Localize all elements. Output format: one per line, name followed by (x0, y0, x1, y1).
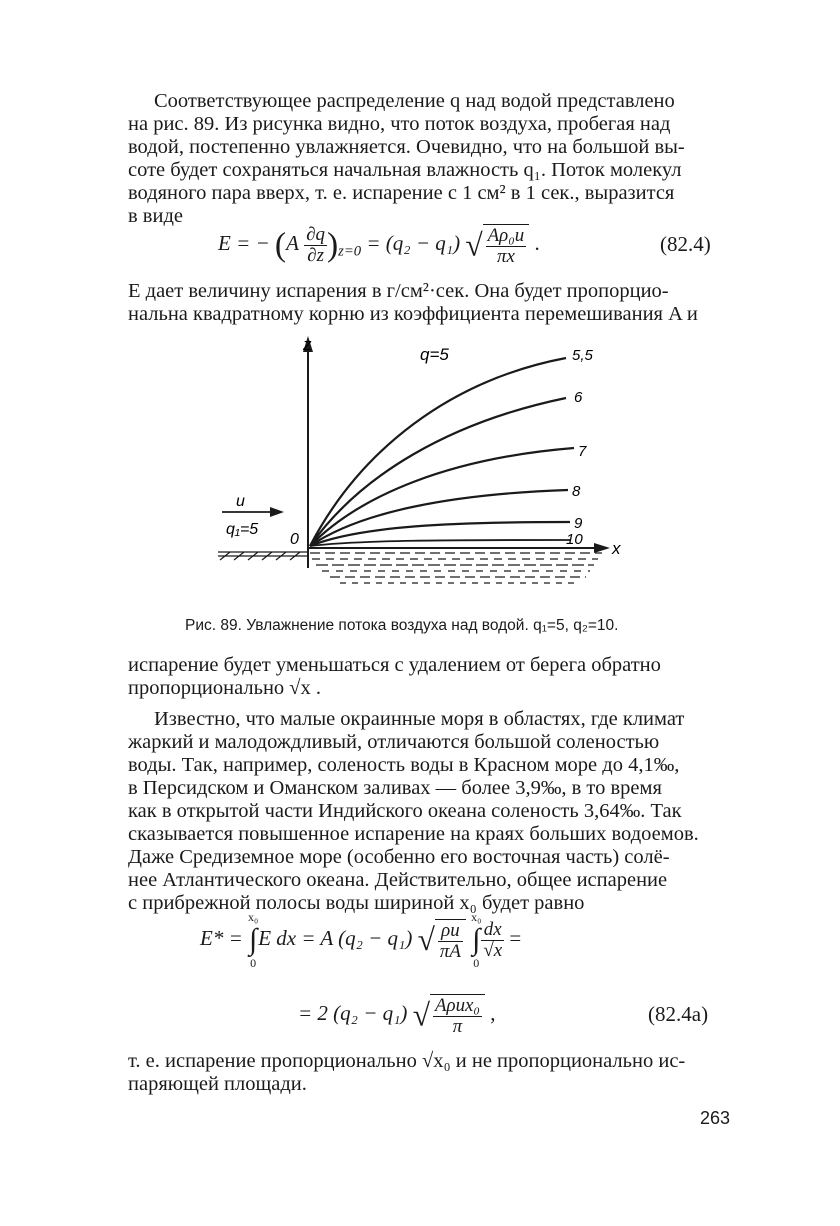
sqrt-sign: √ (465, 227, 483, 263)
ground-hatching (218, 552, 308, 560)
text-line: как в открытой части Индийского океана соленость 3,64‰. Так (128, 800, 682, 822)
integral-2: x₀ ∫ 0 (471, 910, 482, 970)
eq-tail: . (529, 231, 540, 256)
text-line: на рис. 89. Из рисунка видно, что поток воздуха, пробегая над (128, 113, 671, 135)
curve-7 (310, 448, 574, 546)
figure-89 (210, 330, 630, 610)
eq-radical: $\frac{\rho u}{\pi A}$ (435, 919, 466, 962)
curve-5-5 (310, 358, 566, 546)
z-axis-label: z (303, 335, 312, 354)
q1-label: q₁=5 (226, 521, 259, 538)
paragraph-2 (128, 280, 740, 326)
equation-number: (82.4) (660, 232, 711, 256)
eq-lhs: E = − (218, 231, 275, 256)
text-line: в Персидском и Оманском заливах — более 3,9‰, в то время (128, 777, 662, 799)
equation-82-4a-first: E* = x₀ ∫ 0 E dx = A (q₂ − q₁) √ $\frac{\rho u}{\pi A}$ x₀ ∫ 0 $\frac{dx}{√x}$ = (200, 910, 522, 970)
eq-subscript: z=0 (338, 243, 362, 260)
eq-radical: $\frac{\text{Aρ₀u}}{\pi x}$ (483, 224, 530, 267)
text-line: сказывается повышенное испарение на краях больших водоемов. (128, 823, 699, 845)
eq-a: A (286, 231, 299, 256)
sqrt-sign: √ (417, 922, 435, 957)
water-hatching (310, 553, 602, 583)
eq-mid: = (q₂ − q₁) (361, 231, 466, 256)
eq-derivative: $\frac{\partial q}{\partial z}$ (306, 224, 325, 266)
sqrt-sign: √ (412, 997, 430, 1033)
eq-fraction: $\frac{dx}{√x}$ (483, 918, 503, 961)
text-line: Соответствующее распределение q над водой представлено (154, 90, 675, 112)
curve-8 (310, 490, 568, 546)
page-number: 263 (700, 1108, 731, 1128)
text-line: водой, постепенно увлажняется. Очевидно, что на большой вы- (128, 136, 685, 158)
paragraph-3 (128, 654, 740, 700)
text-line: в виде (128, 205, 183, 227)
text-line: Известно, что малые окраинные моря в областях, где климат (154, 708, 685, 730)
curve-label: 9 (574, 515, 583, 532)
q-top-label: q=5 (420, 345, 449, 364)
integral-1: x₀ ∫ 0 (248, 910, 259, 970)
wind-label: u (236, 493, 245, 510)
text-line: т. е. испарение пропорционально √x₀ и не пропорционально ис- (128, 1050, 686, 1072)
x-axis-label: x (612, 539, 621, 558)
x-axis-arrow-icon (594, 543, 610, 553)
text-line: нальна квадратному корню из коэффициента перемешивания A и (128, 303, 698, 325)
text-line: пропорционально √x . (128, 677, 322, 699)
text-line: испарение будет уменьшаться с удалением от берега обратно (128, 654, 661, 676)
curve-label: 5,5 (572, 347, 593, 364)
equation-82-4a-second: = 2 (q₂ − q₁) √ $\frac{\text{Aρux₀}}{\pi}$ , (298, 995, 496, 1037)
figure-caption: Рис. 89. Увлажнение потока воздуха над водой. q₁=5, q₂=10. (185, 617, 619, 634)
origin-label: 0 (290, 531, 299, 548)
curve-label: 10 (566, 531, 583, 548)
text-line: водяного пара вверх, т. е. испарение с 1 см² в 1 сек., выразится (128, 182, 675, 204)
text-line: Даже Средиземное море (особенно его восточная часть) солё- (128, 846, 670, 868)
curve-10 (310, 540, 570, 546)
text-line: с прибрежной полосы воды шириной x₀ будет равно (128, 892, 585, 914)
paragraph-4 (128, 708, 740, 915)
curve-label: 8 (572, 483, 581, 500)
text-line: воды. Так, например, соленость воды в Красном море до 4,1‰, (128, 754, 680, 776)
paragraph-1 (128, 90, 740, 228)
equation-number: (82.4a) (648, 1002, 709, 1026)
text-line: паряющей площади. (128, 1073, 307, 1095)
equation-82-4: E = − (A $\frac{\partial q}{\partial z}$ )$_{z=0} = (q_2 - q_1)$ √ $\frac{\text{Aρ₀u}}{\pi x}$ . (218, 224, 540, 267)
curve-label: 7 (578, 443, 587, 460)
eq-radical: $\frac{\text{Aρux₀}}{\pi}$ (430, 994, 485, 1037)
paragraph-5 (128, 1050, 740, 1096)
curve-label: 6 (574, 389, 583, 406)
text-line: жаркий и малодождливый, отличаются большой соленостью (128, 731, 660, 753)
text-line: нее Атлантического океана. Действительно, общее испарение (128, 869, 668, 891)
text-line: соте будет сохраняться начальная влажность q₁. Поток молекул (128, 159, 682, 181)
wind-arrow-icon (270, 507, 284, 517)
text-line: E дает величину испарения в г/см²·сек. Она будет пропорцио- (128, 280, 669, 302)
